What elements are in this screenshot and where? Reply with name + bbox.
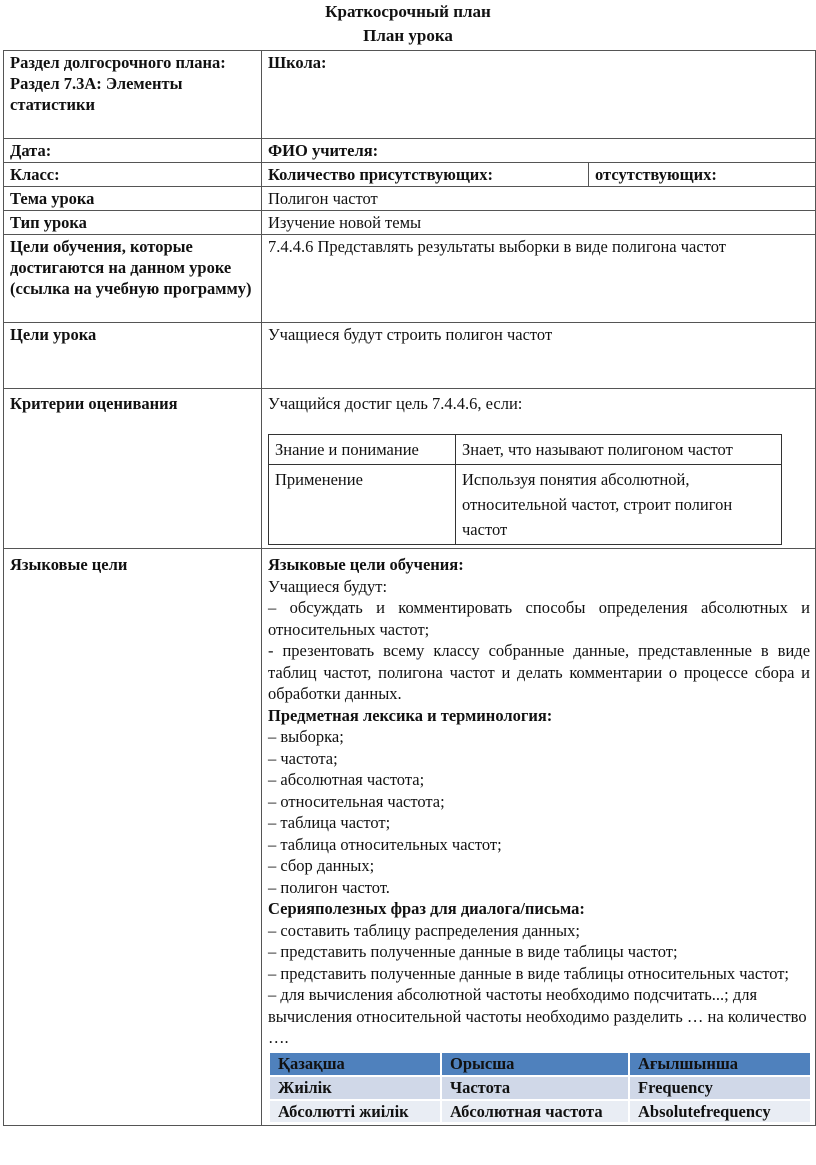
- section-cell: [4, 51, 262, 139]
- term-kazakh: Жиілік: [269, 1076, 441, 1100]
- term-russian: Частота: [441, 1076, 629, 1100]
- terms-header: Орысша: [441, 1052, 629, 1076]
- objectives-value: 7.4.4.6 Представлять результаты выборки в виде полигона частот: [262, 235, 816, 323]
- term-english: Frequency: [629, 1076, 811, 1100]
- section-label: Раздел долгосрочного плана:: [10, 53, 226, 72]
- table-row: [269, 1100, 811, 1123]
- lesson-plan-table: [3, 50, 816, 1126]
- term-kazakh: Абсолютті жиілік: [269, 1100, 441, 1123]
- term-russian: Абсолютная частота: [441, 1100, 629, 1123]
- language-goal: - презентовать всему классу собранные данные, представленные в виде таблиц частот, полигона частот и делать комментарии о процессе сбора и обработки данных.: [268, 641, 811, 703]
- list-item: – выборка;: [268, 727, 344, 746]
- present-label: Количество присутствующих:: [262, 163, 589, 187]
- language-heading: Языковые цели обучения:: [268, 555, 464, 574]
- terms-header-row: [269, 1052, 811, 1076]
- list-item: – сбор данных;: [268, 856, 375, 875]
- list-item: – представить полученные данные в виде таблицы относительных частот;: [268, 963, 790, 983]
- list-item: – относительная частота;: [268, 791, 445, 811]
- language-cell: [262, 549, 816, 1126]
- criteria-intro: Учащийся достиг цель 7.4.4.6, если:: [268, 394, 523, 413]
- list-item: – таблица частот;: [268, 813, 391, 832]
- absent-label: отсутствующих:: [589, 163, 816, 187]
- lesson-goals-value: Учащиеся будут строить полигон частот: [262, 323, 816, 389]
- criteria-level: Применение: [269, 465, 456, 545]
- table-row: [4, 549, 816, 1126]
- phrases-heading: Серияполезных фраз для диалога/письма:: [268, 899, 585, 918]
- criteria-cell: [262, 389, 816, 549]
- table-row: [4, 211, 816, 235]
- list-item: – представить полученные данные в виде таблицы частот;: [268, 942, 678, 961]
- table-row: [4, 235, 816, 323]
- page-title: Краткосрочный план: [325, 2, 491, 21]
- criteria-table: [268, 434, 782, 545]
- terms-header: Қазақша: [269, 1052, 441, 1076]
- criteria-label: Критерии оценивания: [4, 389, 262, 549]
- table-row: [4, 187, 816, 211]
- teacher-label: ФИО учителя:: [262, 139, 816, 163]
- criteria-descriptor: Используя понятия абсолютной, относительной частот, строит полигон частот: [456, 465, 782, 545]
- list-item: – полигон частот.: [268, 877, 390, 897]
- students-will: Учащиеся будут:: [268, 576, 388, 596]
- table-row: [269, 435, 782, 465]
- language-label: Языковые цели: [4, 549, 262, 1126]
- list-item: – для вычисления абсолютной частоты необходимо подсчитать...; для вычисления относительной частоты необходимо разделить … на количество ….: [268, 985, 807, 1047]
- table-row: [269, 1076, 811, 1100]
- class-label: Класс:: [4, 163, 262, 187]
- topic-label: Тема урока: [4, 187, 262, 211]
- terms-header: Ағылшынша: [629, 1052, 811, 1076]
- school-label: Школа:: [262, 51, 816, 139]
- table-row: [269, 465, 782, 545]
- criteria-level: Знание и понимание: [269, 435, 456, 465]
- table-row: [4, 389, 816, 549]
- vocab-heading: Предметная лексика и терминология:: [268, 705, 553, 725]
- section-value: Раздел 7.3А: Элементы статистики: [10, 74, 183, 114]
- type-label: Тип урока: [4, 211, 262, 235]
- topic-value: Полигон частот: [262, 187, 816, 211]
- language-goal: – обсуждать и комментировать способы определения абсолютных и относительных частот;: [268, 598, 811, 639]
- table-row: [4, 323, 816, 389]
- list-item: – частота;: [268, 748, 338, 768]
- lesson-goals-label: Цели урока: [4, 323, 262, 389]
- terms-table: [268, 1051, 812, 1124]
- table-row: [4, 139, 816, 163]
- objectives-label: Цели обучения, которые достигаются на данном уроке (ссылка на учебную программу): [4, 235, 262, 323]
- list-item: – абсолютная частота;: [268, 770, 425, 789]
- term-english: Absolutefrequency: [629, 1100, 811, 1123]
- table-row: [4, 51, 816, 139]
- page-subtitle: План урока: [363, 26, 453, 45]
- table-row: [4, 163, 816, 187]
- criteria-descriptor: Знает, что называют полигоном частот: [456, 435, 782, 465]
- date-label: Дата:: [4, 139, 262, 163]
- type-value: Изучение новой темы: [262, 211, 816, 235]
- list-item: – таблица относительных частот;: [268, 834, 502, 854]
- list-item: – составить таблицу распределения данных;: [268, 920, 580, 940]
